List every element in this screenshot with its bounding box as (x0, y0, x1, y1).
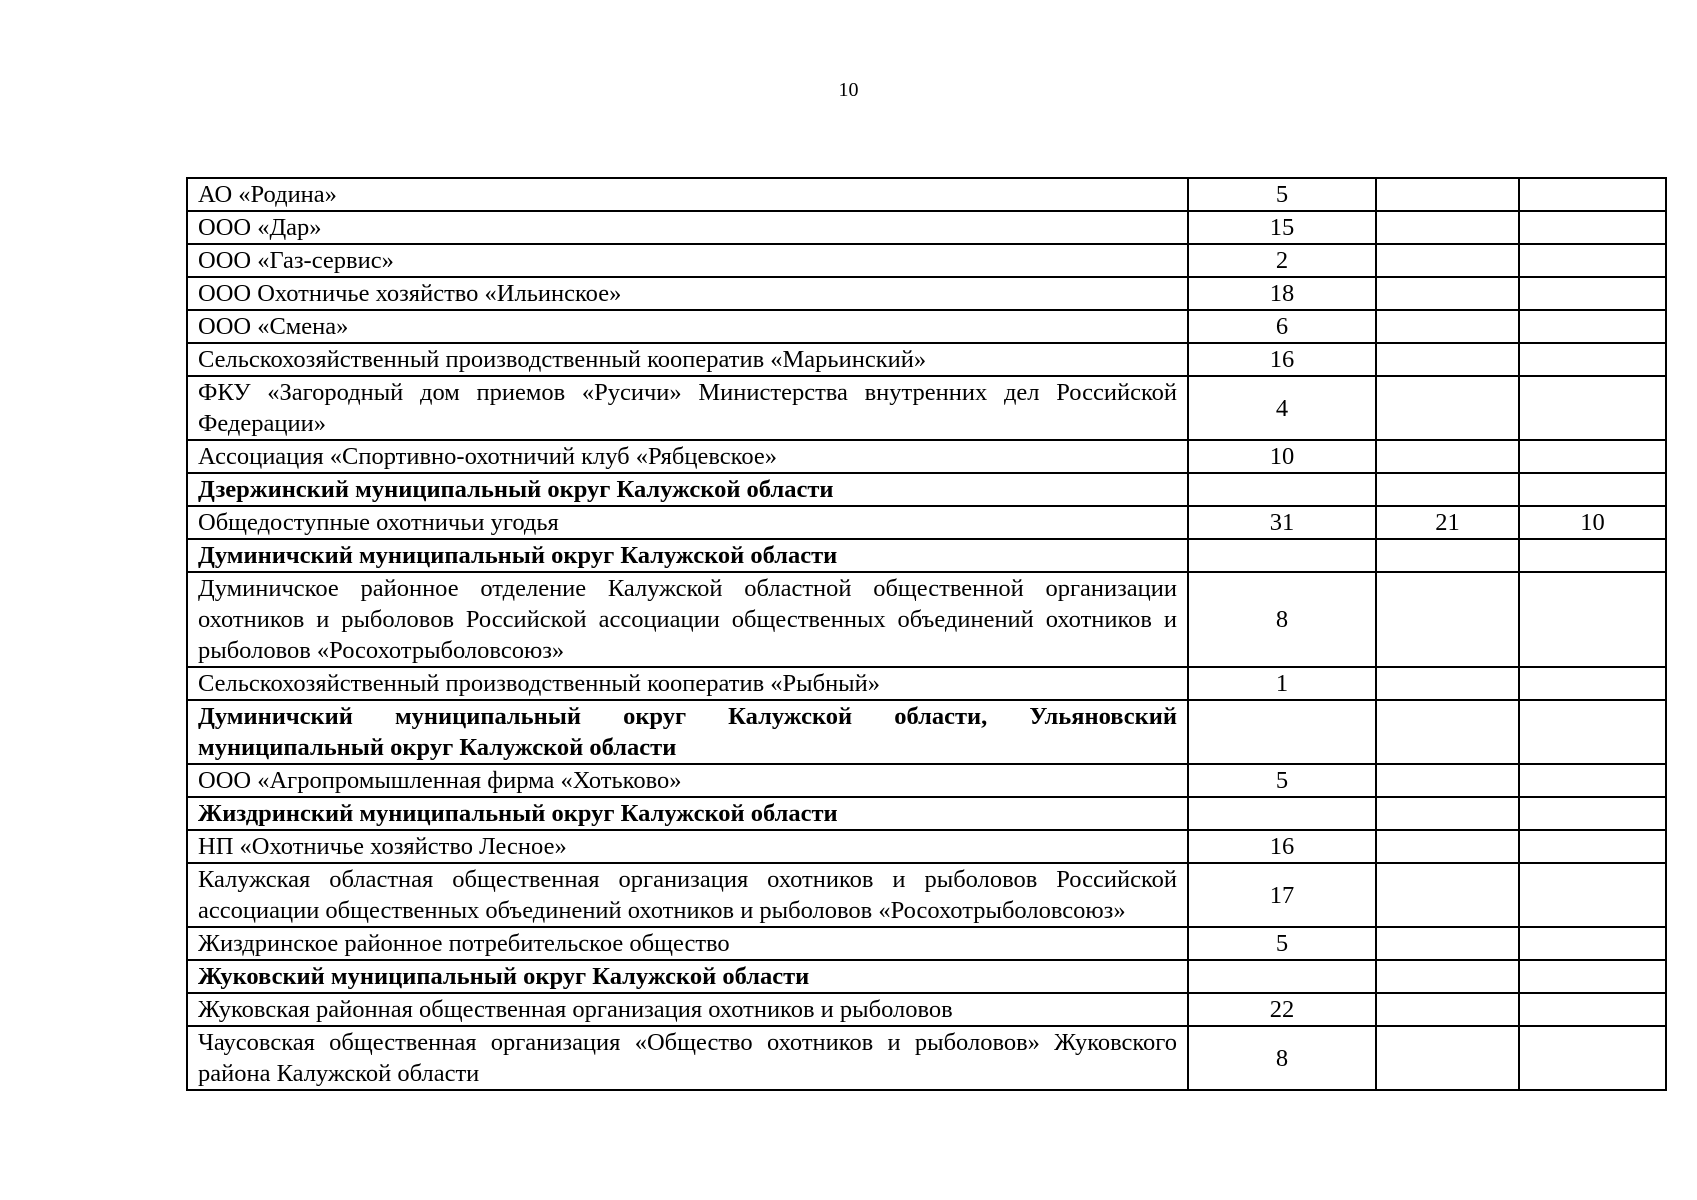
value-cell-1 (1188, 960, 1376, 993)
table-row (187, 211, 1666, 244)
section-heading-cell: Думиничский муниципальный округ Калужской области (187, 539, 1188, 572)
organization-name-cell: Общедоступные охотничьи угодья (187, 506, 1188, 539)
value-cell-3 (1519, 277, 1666, 310)
table-row (187, 244, 1666, 277)
value-cell-2 (1376, 244, 1519, 277)
table-row (187, 376, 1666, 440)
section-heading-cell: Жуковский муниципальный округ Калужской области (187, 960, 1188, 993)
value-cell-2 (1376, 927, 1519, 960)
table-row (187, 1026, 1666, 1090)
value-cell-2 (1376, 667, 1519, 700)
value-cell-1: 22 (1188, 993, 1376, 1026)
organization-name-cell: ООО «Смена» (187, 310, 1188, 343)
value-cell-1 (1188, 700, 1376, 764)
value-cell-3 (1519, 211, 1666, 244)
value-cell-3 (1519, 700, 1666, 764)
value-cell-1: 31 (1188, 506, 1376, 539)
table-row (187, 764, 1666, 797)
table-row (187, 863, 1666, 927)
value-cell-2 (1376, 343, 1519, 376)
organization-name-cell: Чаусовская общественная организация «Общество охотников и рыболовов» Жуковского района Калужской области (187, 1026, 1188, 1090)
table-row (187, 993, 1666, 1026)
value-cell-3 (1519, 244, 1666, 277)
value-cell-1: 17 (1188, 863, 1376, 927)
table-row (187, 343, 1666, 376)
value-cell-3 (1519, 667, 1666, 700)
table-row (187, 572, 1666, 667)
value-cell-2 (1376, 473, 1519, 506)
table-row (187, 830, 1666, 863)
organization-name-cell: Жуковская районная общественная организация охотников и рыболовов (187, 993, 1188, 1026)
hunting-grounds-table (186, 177, 1667, 1091)
organization-name-cell: ФКУ «Загородный дом приемов «Русичи» Министерства внутренних дел Российской Федерации» (187, 376, 1188, 440)
value-cell-1 (1188, 473, 1376, 506)
table-row (187, 667, 1666, 700)
value-cell-3 (1519, 797, 1666, 830)
value-cell-2 (1376, 863, 1519, 927)
value-cell-1: 16 (1188, 830, 1376, 863)
value-cell-3 (1519, 572, 1666, 667)
value-cell-3 (1519, 927, 1666, 960)
table-row (187, 506, 1666, 539)
value-cell-3 (1519, 830, 1666, 863)
organization-name-cell: ООО «Дар» (187, 211, 1188, 244)
value-cell-3 (1519, 440, 1666, 473)
organization-name-cell: НП «Охотничье хозяйство Лесное» (187, 830, 1188, 863)
value-cell-2 (1376, 764, 1519, 797)
value-cell-2 (1376, 1026, 1519, 1090)
value-cell-3 (1519, 1026, 1666, 1090)
value-cell-2 (1376, 440, 1519, 473)
organization-name-cell: ООО «Агропромышленная фирма «Хотьково» (187, 764, 1188, 797)
section-heading-cell: Жиздринский муниципальный округ Калужской области (187, 797, 1188, 830)
value-cell-1: 8 (1188, 572, 1376, 667)
value-cell-1: 16 (1188, 343, 1376, 376)
value-cell-2 (1376, 178, 1519, 211)
value-cell-1: 5 (1188, 764, 1376, 797)
organization-name-cell: ООО Охотничье хозяйство «Ильинское» (187, 277, 1188, 310)
organization-name-cell: Калужская областная общественная организация охотников и рыболовов Российской ассоциации общественных объединений охотников и рыболовов «Росохотрыболовсоюз» (187, 863, 1188, 927)
value-cell-2 (1376, 277, 1519, 310)
value-cell-2 (1376, 700, 1519, 764)
value-cell-2: 21 (1376, 506, 1519, 539)
value-cell-3 (1519, 178, 1666, 211)
value-cell-1: 4 (1188, 376, 1376, 440)
organization-name-cell: Сельскохозяйственный производственный кооператив «Марьинский» (187, 343, 1188, 376)
value-cell-1: 18 (1188, 277, 1376, 310)
table-row (187, 440, 1666, 473)
section-row (187, 960, 1666, 993)
section-row (187, 473, 1666, 506)
value-cell-2 (1376, 310, 1519, 343)
organization-name-cell: Жиздринское районное потребительское общество (187, 927, 1188, 960)
organization-name-cell: АО «Родина» (187, 178, 1188, 211)
value-cell-1: 15 (1188, 211, 1376, 244)
section-heading-cell: Думиничский муниципальный округ Калужской области, Ульяновский муниципальный округ Калужской области (187, 700, 1188, 764)
value-cell-2 (1376, 797, 1519, 830)
value-cell-2 (1376, 539, 1519, 572)
value-cell-1 (1188, 797, 1376, 830)
organization-name-cell: Думиничское районное отделение Калужской областной общественной организации охотников и рыболовов Российской ассоциации общественных объединений охотников и рыболовов «Росохотрыболовсоюз» (187, 572, 1188, 667)
value-cell-3 (1519, 764, 1666, 797)
section-heading-cell: Дзержинский муниципальный округ Калужской области (187, 473, 1188, 506)
table-row (187, 178, 1666, 211)
value-cell-3: 10 (1519, 506, 1666, 539)
value-cell-2 (1376, 830, 1519, 863)
table-body (187, 178, 1666, 1090)
section-row (187, 700, 1666, 764)
value-cell-3 (1519, 539, 1666, 572)
value-cell-2 (1376, 376, 1519, 440)
page-number: 10 (838, 79, 859, 101)
organization-name-cell: ООО «Газ-сервис» (187, 244, 1188, 277)
value-cell-2 (1376, 993, 1519, 1026)
value-cell-1: 8 (1188, 1026, 1376, 1090)
table-row (187, 927, 1666, 960)
value-cell-2 (1376, 572, 1519, 667)
value-cell-2 (1376, 960, 1519, 993)
table-row (187, 277, 1666, 310)
section-row (187, 797, 1666, 830)
value-cell-1: 5 (1188, 178, 1376, 211)
value-cell-3 (1519, 376, 1666, 440)
table-row (187, 310, 1666, 343)
value-cell-1 (1188, 539, 1376, 572)
value-cell-1: 2 (1188, 244, 1376, 277)
organization-name-cell: Сельскохозяйственный производственный кооператив «Рыбный» (187, 667, 1188, 700)
value-cell-1: 5 (1188, 927, 1376, 960)
value-cell-1: 1 (1188, 667, 1376, 700)
organization-name-cell: Ассоциация «Спортивно-охотничий клуб «Рябцевское» (187, 440, 1188, 473)
value-cell-3 (1519, 310, 1666, 343)
value-cell-3 (1519, 343, 1666, 376)
value-cell-3 (1519, 473, 1666, 506)
section-row (187, 539, 1666, 572)
value-cell-2 (1376, 211, 1519, 244)
value-cell-3 (1519, 960, 1666, 993)
value-cell-3 (1519, 863, 1666, 927)
value-cell-1: 10 (1188, 440, 1376, 473)
value-cell-3 (1519, 993, 1666, 1026)
value-cell-1: 6 (1188, 310, 1376, 343)
